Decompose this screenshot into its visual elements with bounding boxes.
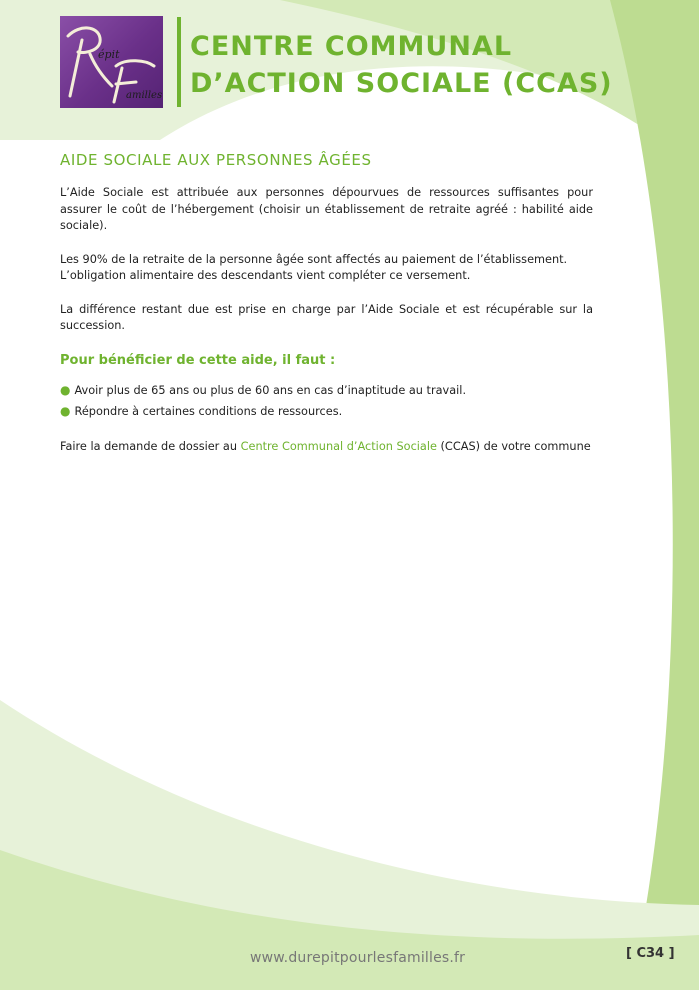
final-text-before: Faire la demande de dossier au (60, 439, 241, 453)
paragraph-1: L’Aide Sociale est attribuée aux personnes dépourvues de ressources suffisantes pour assurer le coût de l’hébergement (choisir un établissement de retraite agréé : habilité aide sociale). (60, 186, 593, 232)
footer-website-url[interactable]: www.durepitpourlesfamilles.fr (250, 950, 466, 966)
list-item (60, 403, 593, 421)
list-item (60, 382, 593, 400)
eligibility-heading: Pour bénéficier de cette aide, il faut : (60, 352, 336, 368)
ccas-highlight: Centre Communal d’Action Sociale (240, 439, 437, 453)
title-line-2: D’ACTION SOCIALE (CCAS) (190, 68, 613, 99)
title-accent-bar (177, 17, 181, 107)
final-paragraph (60, 439, 593, 456)
logo-artwork (60, 16, 163, 108)
repit-familles-logo (60, 16, 163, 108)
list-item-text: Répondre à certaines conditions de ressources. (74, 405, 343, 418)
bullet-icon: ● (60, 404, 71, 418)
paragraph-2 (60, 252, 593, 285)
paragraph-2-line-2: L’obligation alimentaire des descendants vient compléter ce versement. (60, 269, 471, 282)
main-content (60, 150, 593, 472)
page-number: [ C34 ] (626, 946, 675, 961)
svg-text:épit: épit (98, 48, 120, 61)
page-title (190, 28, 630, 102)
paragraph-2-line-1: Les 90% de la retraite de la personne âgée sont affectés au paiement de l’établissement. (60, 252, 568, 266)
eligibility-list (60, 382, 593, 421)
section-heading: AIDE SOCIALE AUX PERSONNES ÂGÉES (60, 151, 372, 169)
right-green-band (610, 0, 699, 990)
final-text-after: (CCAS) de votre commune (436, 439, 591, 453)
title-line-1: CENTRE COMMUNAL (190, 31, 513, 62)
svg-text:amilles: amilles (126, 90, 163, 101)
list-item-text: Avoir plus de 65 ans ou plus de 60 ans en cas d’inaptitude au travail. (74, 383, 467, 397)
bullet-icon: ● (60, 382, 71, 397)
paragraph-3: La différence restant due est prise en charge par l’Aide Sociale et est récupérable sur la succession. (60, 302, 593, 332)
